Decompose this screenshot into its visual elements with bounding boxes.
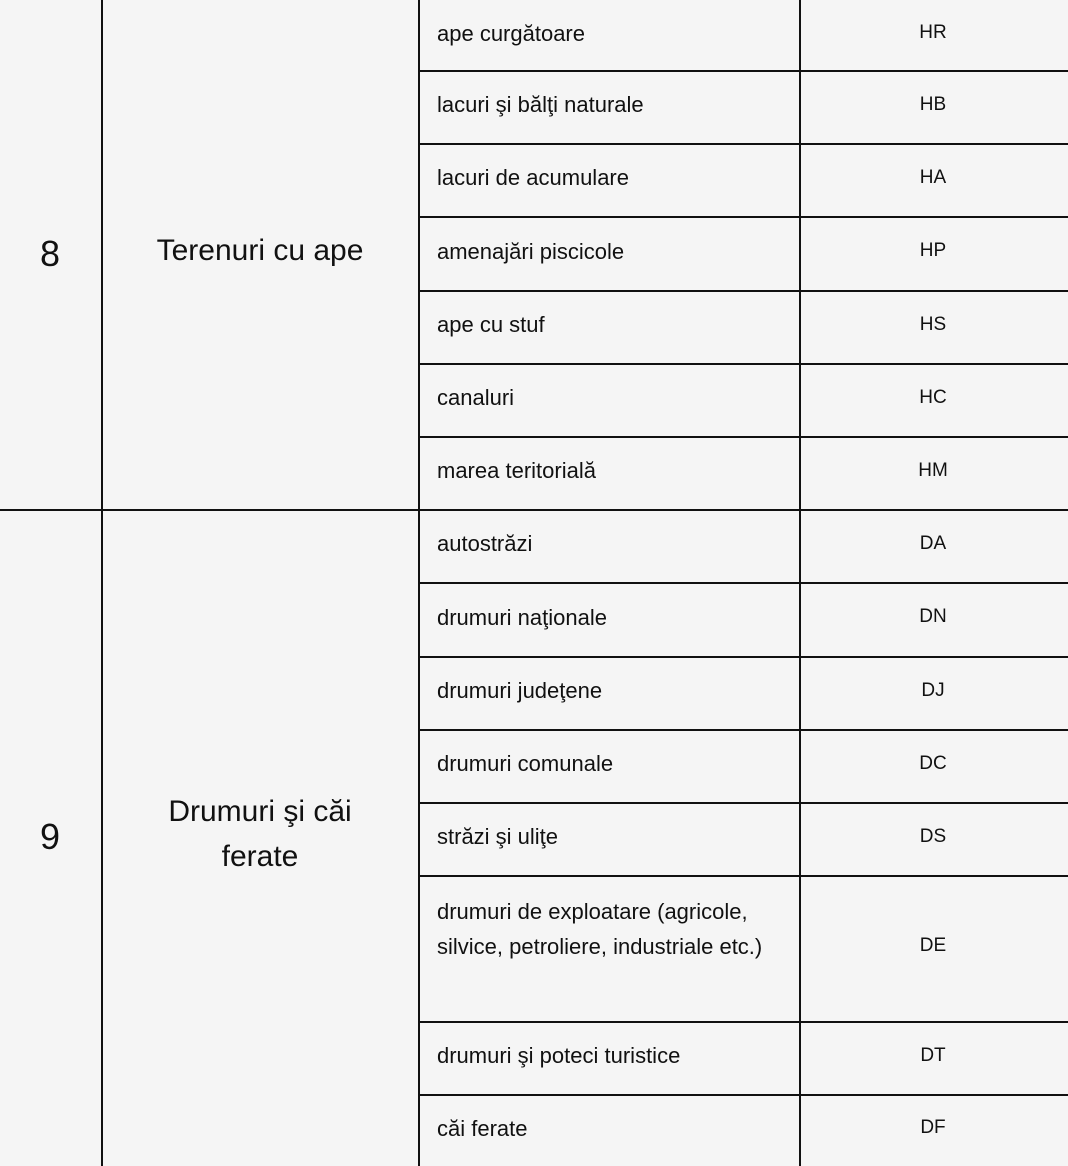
land-use-description: drumuri de exploatare (agricole, silvice, petroliere, industriale etc.) bbox=[437, 898, 763, 959]
group-divider bbox=[0, 509, 1068, 511]
land-use-code: HP bbox=[919, 240, 947, 261]
land-use-code: DJ bbox=[921, 679, 945, 701]
land-use-code: DN bbox=[919, 606, 947, 627]
land-use-code: DT bbox=[920, 1044, 946, 1066]
land-use-description: canaluri bbox=[437, 385, 515, 410]
group-category: Drumuri şi căi ferate bbox=[168, 794, 352, 873]
land-use-code: HM bbox=[918, 459, 948, 481]
land-use-code: HC bbox=[919, 386, 947, 408]
land-use-description: căi ferate bbox=[437, 1115, 528, 1141]
row-divider bbox=[418, 1094, 1068, 1096]
land-use-code: HB bbox=[919, 93, 947, 115]
land-use-description: lacuri de acumulare bbox=[437, 165, 629, 190]
land-use-description: drumuri comunale bbox=[437, 751, 614, 776]
row-divider bbox=[418, 656, 1068, 658]
land-use-code: HR bbox=[919, 22, 947, 43]
row-divider bbox=[418, 290, 1068, 292]
row-divider bbox=[418, 802, 1068, 804]
group-number: 9 bbox=[39, 815, 61, 857]
land-use-description: marea teritorială bbox=[437, 458, 596, 483]
land-use-description: drumuri judeţene bbox=[437, 678, 603, 703]
land-use-code: DS bbox=[919, 825, 947, 847]
land-use-description: amenajări piscicole bbox=[437, 238, 625, 264]
group-number: 8 bbox=[39, 232, 61, 274]
land-use-code: HA bbox=[919, 166, 947, 188]
land-use-code: DA bbox=[919, 532, 947, 554]
row-divider bbox=[418, 875, 1068, 877]
land-use-description: străzi şi uliţe bbox=[437, 824, 559, 849]
land-use-description: drumuri naţionale bbox=[437, 604, 607, 630]
row-divider bbox=[418, 216, 1068, 218]
land-use-description: ape curgătoare bbox=[437, 20, 585, 46]
land-use-description: drumuri şi poteci turistice bbox=[437, 1043, 681, 1068]
land-use-description: lacuri şi bălţi naturale bbox=[437, 92, 644, 117]
row-divider bbox=[418, 363, 1068, 365]
row-divider bbox=[418, 70, 1068, 72]
row-divider bbox=[418, 143, 1068, 145]
land-use-code: DF bbox=[920, 1117, 946, 1138]
land-use-code: DC bbox=[919, 752, 947, 774]
group-category: Terenuri cu ape bbox=[156, 234, 364, 267]
land-use-code: DE bbox=[919, 935, 947, 956]
row-divider bbox=[418, 729, 1068, 731]
land-use-code: HS bbox=[919, 313, 947, 335]
land-use-description: ape cu stuf bbox=[437, 312, 545, 337]
row-divider bbox=[418, 1021, 1068, 1023]
row-divider bbox=[418, 436, 1068, 438]
column-divider bbox=[101, 0, 103, 1166]
land-use-description: autostrăzi bbox=[437, 531, 533, 556]
row-divider bbox=[418, 582, 1068, 584]
